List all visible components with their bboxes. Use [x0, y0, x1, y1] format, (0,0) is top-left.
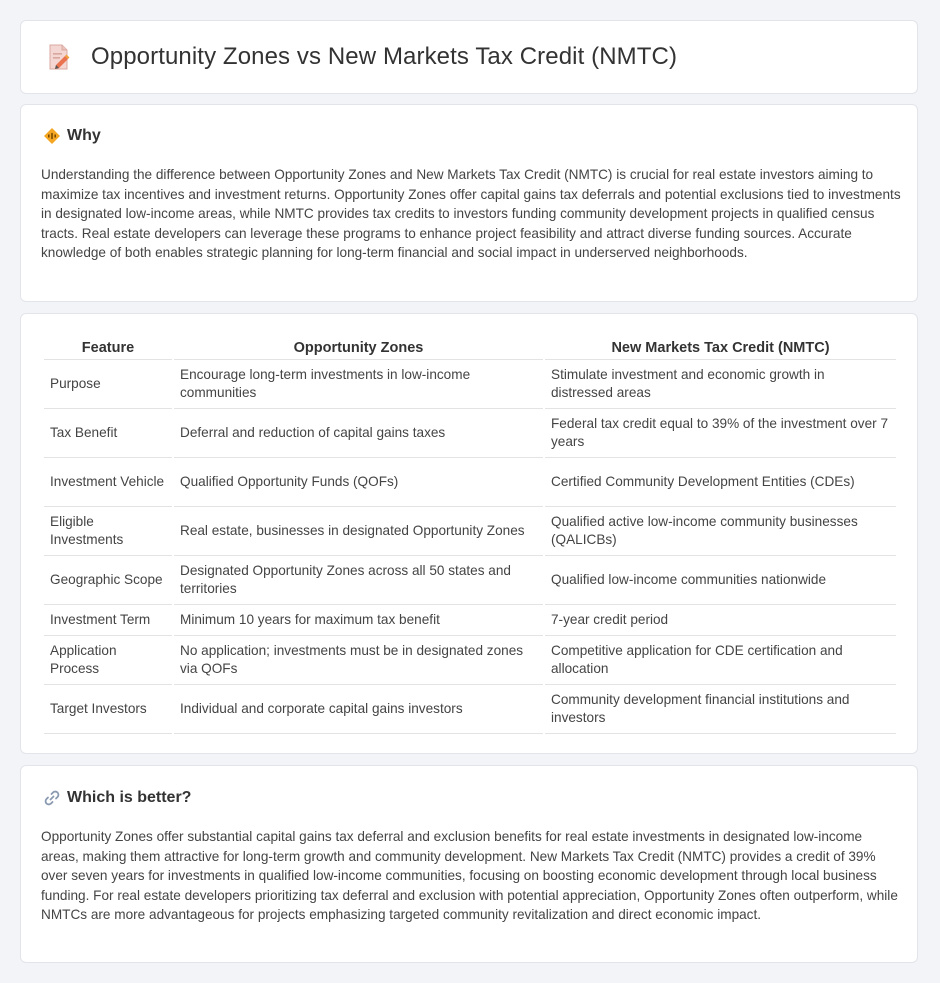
why-heading — [43, 127, 101, 145]
nmtc-cell: Qualified low-income communities nationwide — [545, 556, 896, 605]
link-icon — [43, 789, 61, 807]
nmtc-cell: Certified Community Development Entities (CDEs) — [545, 458, 896, 507]
feature-cell: Purpose — [44, 360, 172, 409]
feature-cell: Geographic Scope — [44, 556, 172, 605]
opportunity-zones-cell: Real estate, businesses in designated Opportunity Zones — [174, 507, 543, 556]
nmtc-cell: Competitive application for CDE certification and allocation — [545, 636, 896, 685]
header-nmtc: New Markets Tax Credit (NMTC) — [545, 334, 896, 360]
table-row — [44, 685, 896, 734]
nmtc-cell: Federal tax credit equal to 39% of the investment over 7 years — [545, 409, 896, 458]
opportunity-zones-cell: Encourage long-term investments in low-income communities — [174, 360, 543, 409]
table-header-row — [44, 334, 896, 360]
opportunity-zones-cell: No application; investments must be in designated zones via QOFs — [174, 636, 543, 685]
feature-cell: Tax Benefit — [44, 409, 172, 458]
road-sign-icon — [43, 127, 61, 145]
better-heading — [43, 789, 191, 807]
comparison-table — [42, 334, 898, 734]
feature-cell: Eligible Investments — [44, 507, 172, 556]
opportunity-zones-cell: Minimum 10 years for maximum tax benefit — [174, 605, 543, 636]
opportunity-zones-cell: Individual and corporate capital gains investors — [174, 685, 543, 734]
nmtc-cell: Community development financial institutions and investors — [545, 685, 896, 734]
opportunity-zones-cell: Designated Opportunity Zones across all 50 states and territories — [174, 556, 543, 605]
why-title: Why — [67, 127, 101, 144]
better-title: Which is better? — [67, 789, 192, 806]
header-card — [20, 20, 918, 94]
better-body: Opportunity Zones offer substantial capital gains tax deferral and exclusion benefits for real estate investments in designated low-income areas, making them attractive for long-term growth and community development. New Markets Tax Credit (NMTC) provides a credit of 39% over seven years for investments in qualified low-income communities, focusing on boosting economic development through local business funding. For real estate developers prioritizing tax deferral and exclusion with potential appreciation, Opportunity Zones often outperform, while NMTCs are more advantageous for projects emphasizing targeted community revitalization and direct economic impact. — [41, 829, 898, 922]
nmtc-cell: Qualified active low-income community businesses (QALICBs) — [545, 507, 896, 556]
feature-cell: Investment Vehicle — [44, 458, 172, 507]
opportunity-zones-cell: Qualified Opportunity Funds (QOFs) — [174, 458, 543, 507]
nmtc-cell: Stimulate investment and economic growth in distressed areas — [545, 360, 896, 409]
why-section — [20, 104, 918, 302]
table-row — [44, 409, 896, 458]
feature-cell: Application Process — [44, 636, 172, 685]
table-row — [44, 360, 896, 409]
table-row — [44, 556, 896, 605]
comparison-table-card — [20, 313, 918, 754]
opportunity-zones-cell: Deferral and reduction of capital gains taxes — [174, 409, 543, 458]
title-row — [47, 43, 677, 71]
nmtc-cell: 7-year credit period — [545, 605, 896, 636]
pencil-document-icon — [47, 43, 71, 71]
feature-cell: Investment Term — [44, 605, 172, 636]
header-feature: Feature — [44, 334, 172, 360]
page-title: Opportunity Zones vs New Markets Tax Credit (NMTC) — [91, 43, 678, 70]
feature-cell: Target Investors — [44, 685, 172, 734]
why-body: Understanding the difference between Opportunity Zones and New Markets Tax Credit (NMTC) is crucial for real estate investors aiming to maximize tax incentives and investment returns. Opportunity Zones offer capital gains tax deferrals and potential exclusions tied to investments in designated low-income areas, while NMTC provides tax credits to investors funding community development projects in qualified census tracts. Real estate developers can leverage these programs to enhance project feasibility and attract diverse funding sources. Accurate knowledge of both enables strategic planning for long-term financial and social impact in underserved neighborhoods. — [41, 167, 901, 260]
table-row — [44, 636, 896, 685]
table-row — [44, 507, 896, 556]
header-opportunity-zones: Opportunity Zones — [174, 334, 543, 360]
table-row — [44, 605, 896, 636]
which-is-better-section — [20, 765, 918, 963]
table-row — [44, 458, 896, 507]
